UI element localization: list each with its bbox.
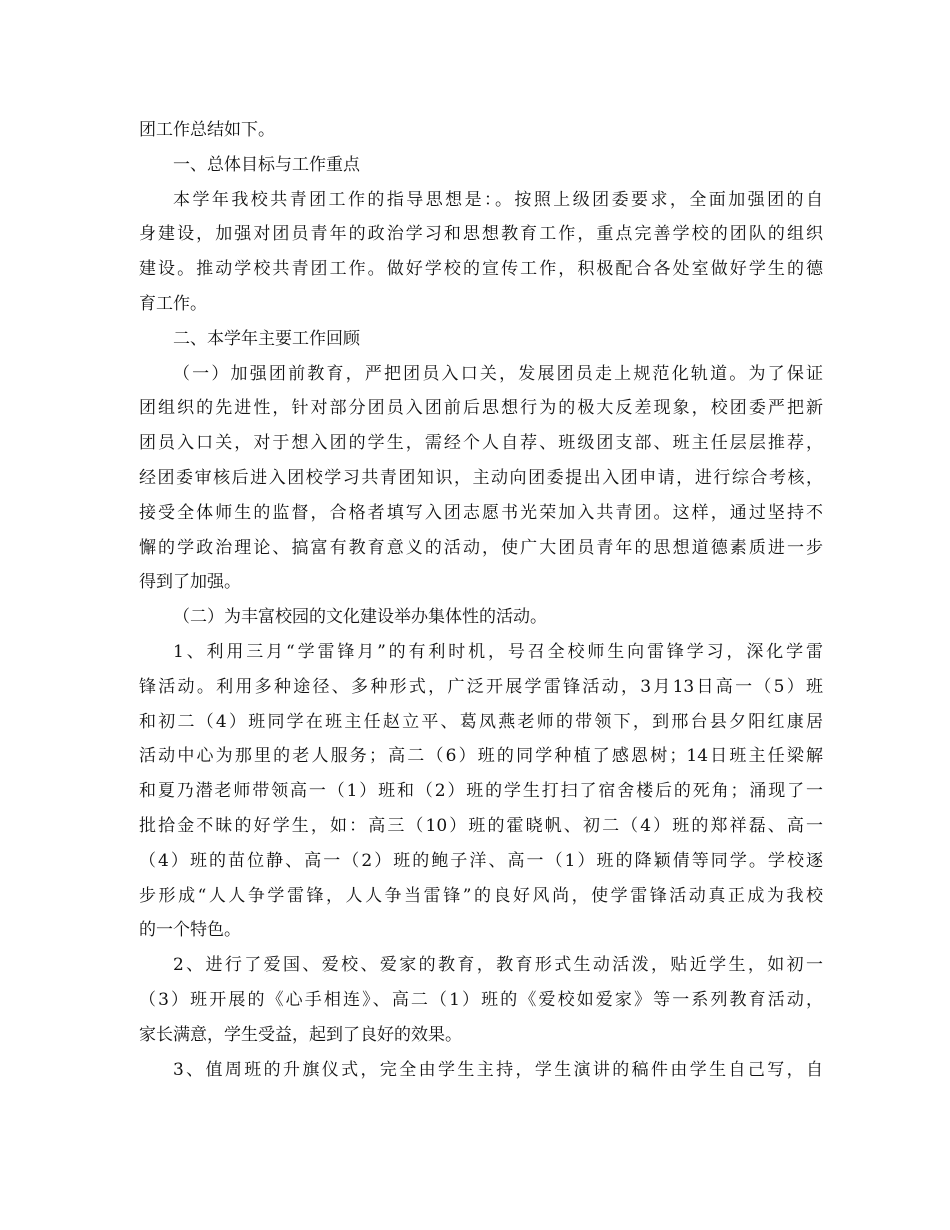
text-line-6: 育工作。 (139, 293, 207, 314)
text-line-20: 和夏乃潜老师带领高一（1）班和（2）班的学生打扫了宿舍楼后的死角；涌现了一 (139, 781, 823, 802)
text-line-19: 活动中心为那里的老人服务；高二（6）班的同学种植了感恩树；14日班主任梁解 (139, 746, 823, 767)
text-line-2: 一、总体目标与工作重点 (173, 154, 360, 175)
text-line-5: 建设。推动学校共青团工作。做好学校的宣传工作，积极配合各处室做好学生的德 (139, 259, 823, 280)
text-line-13: 懈的学政治理论、搞富有教育意义的活动，使广大团员青年的思想道德素质进一步 (139, 537, 823, 558)
text-line-26: （3）班开展的《心手相连》、高二（1）班的《爱校如爱家》等一系列教育活动， (139, 989, 823, 1010)
text-line-12: 接受全体师生的监督，合格者填写入团志愿书光荣加入共青团。这样，通过坚持不 (139, 502, 823, 523)
text-line-1: 团工作总结如下。 (139, 120, 275, 140)
text-line-21: 批拾金不昧的好学生，如：高三（10）班的霍晓帆、初二（4）班的郑祥磊、高一 (139, 815, 823, 836)
text-line-23: 步形成“人人争学雷锋，人人争当雷锋”的良好风尚，使学雷锋活动真正成为我校 (139, 885, 823, 906)
document-body (139, 113, 823, 1087)
text-line-7: 二、本学年主要工作回顾 (173, 328, 360, 349)
text-line-9: 团组织的先进性，针对部分团员入团前后思想行为的极大反差现象，校团委严把新 (139, 398, 823, 419)
text-line-3: 本学年我校共青团工作的指导思想是：。按照上级团委要求，全面加强团的自 (173, 189, 823, 210)
text-line-28: 3、值周班的升旗仪式，完全由学生主持，学生演讲的稿件由学生自己写，自 (173, 1059, 823, 1080)
text-line-15: （二）为丰富校园的文化建设举办集体性的活动。 (173, 607, 547, 628)
text-line-14: 得到了加强。 (139, 572, 241, 593)
text-line-22: （4）班的苗位静、高一（2）班的鲍子洋、高一（1）班的降颖倩等同学。学校逐 (139, 850, 823, 871)
text-line-10: 团员入口关，对于想入团的学生，需经个人自荐、班级团支部、班主任层层推荐， (139, 433, 823, 454)
text-line-11: 经团委审核后进入团校学习共青团知识，主动向团委提出入团申请，进行综合考核， (139, 467, 823, 488)
text-line-25: 2、进行了爱国、爱校、爱家的教育，教育形式生动活泼，贴近学生，如初一 (173, 955, 823, 976)
text-line-16: 1、利用三月“学雷锋月”的有利时机，号召全校师生向雷锋学习，深化学雷 (173, 641, 823, 662)
text-line-24: 的一个特色。 (139, 920, 241, 941)
text-line-8: （一）加强团前教育，严把团员入口关，发展团员走上规范化轨道。为了保证 (173, 363, 823, 384)
text-line-18: 和初二（4）班同学在班主任赵立平、葛凤燕老师的带领下，到邢台县夕阳红康居 (139, 711, 823, 732)
text-line-4: 身建设，加强对团员青年的政治学习和思想教育工作，重点完善学校的团队的组织 (139, 224, 823, 245)
text-line-27: 家长满意，学生受益，起到了良好的效果。 (139, 1024, 462, 1045)
text-line-17: 锋活动。利用多种途径、多种形式，广泛开展学雷锋活动，3月13日高一（5）班 (139, 676, 823, 697)
